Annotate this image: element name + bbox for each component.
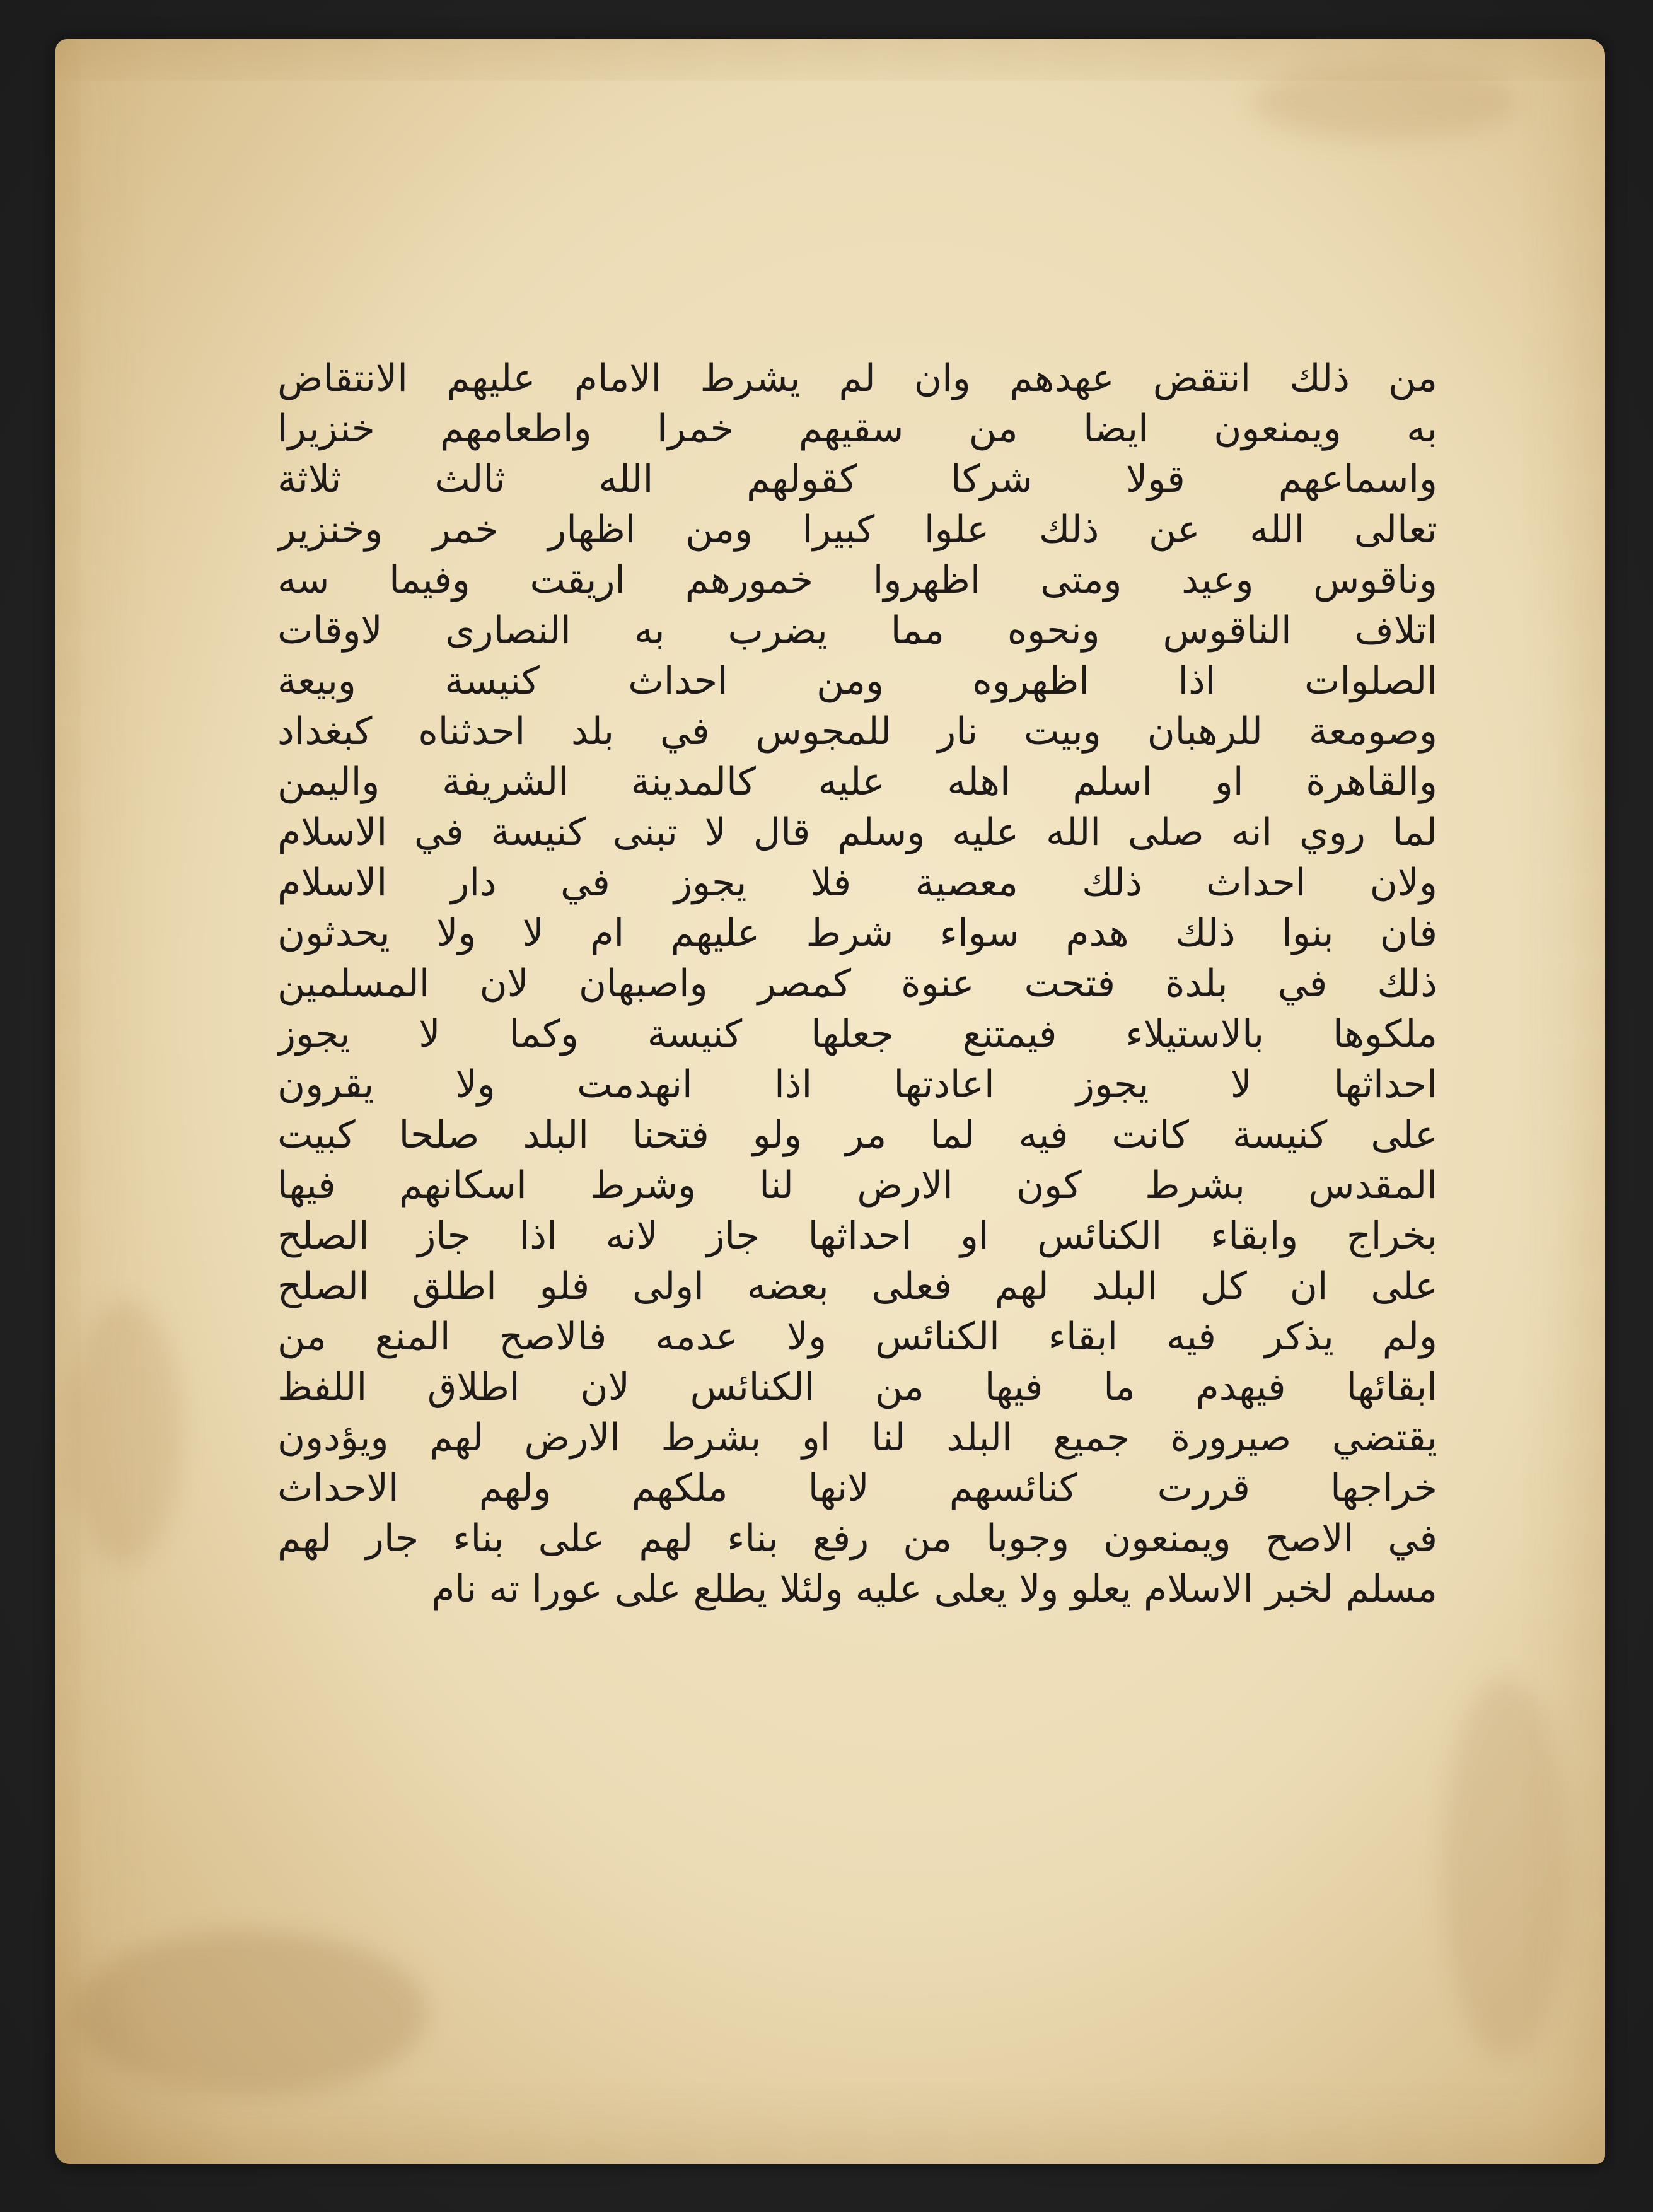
text-line: يقتضي صيرورة جميع البلد لنا او بشرط الارض لهم ويؤدون — [277, 1416, 1437, 1460]
paper-stain — [74, 1931, 427, 2095]
text-line: ولم يذكر فيه ابقاء الكنائس ولا عدمه فالاصح المنع من — [277, 1315, 1437, 1359]
text-line: ولان احداث ذلك معصية فلا يجوز في دار الاسلام — [277, 861, 1437, 905]
text-line: خراجها قررت كنائسهم لانها ملكهم ولهم الاحداث — [277, 1466, 1437, 1510]
text-line: ذلك في بلدة فتحت عنوة كمصر واصبهان لان المسلمين — [277, 962, 1437, 1006]
text-line: احداثها لا يجوز اعادتها اذا انهدمت ولا يقرون — [277, 1062, 1437, 1107]
text-line: وناقوس وعيد ومتى اظهروا خمورهم اريقت وفيما سه — [277, 558, 1437, 602]
text-line: لما روي انه صلى الله عليه وسلم قال لا تبنى كنيسة في الاسلام — [277, 810, 1437, 854]
text-line: المقدس بشرط كون الارض لنا وشرط اسكانهم فيها — [277, 1163, 1437, 1208]
text-line: على كنيسة كانت فيه لما مر ولو فتحنا البلد صلحا كبيت — [277, 1113, 1437, 1157]
text-line: اتلاف الناقوس ونحوه مما يضرب به النصارى لاوقات — [277, 608, 1437, 653]
text-line: به ويمنعون ايضا من سقيهم خمرا واطعامهم خنزيرا — [277, 407, 1437, 451]
text-line: مسلم لخبر الاسلام يعلو ولا يعلى عليه ولئلا يطلع على عورا ته نام — [431, 1567, 1437, 1611]
text-line: بخراج وابقاء الكنائس او احداثها جاز لانه اذا جاز الصلح — [277, 1214, 1437, 1258]
text-line: ابقائها فيهدم ما فيها من الكنائس لان اطلاق اللفظ — [277, 1365, 1437, 1409]
text-line: في الاصح ويمنعون وجوبا من رفع بناء لهم على بناء جار لهم — [277, 1516, 1437, 1561]
text-line: تعالى الله عن ذلك علوا كبيرا ومن اظهار خمر وخنزير — [277, 508, 1437, 552]
text-line: من ذلك انتقض عهدهم وان لم يشرط الامام عليهم الانتقاض — [277, 356, 1437, 400]
paper-stain — [1253, 64, 1518, 140]
paper-stain — [68, 1300, 182, 1565]
text-line: وصومعة للرهبان وبيت نار للمجوس في بلد احدثناه كبغداد — [277, 709, 1437, 754]
paper-stain — [1442, 1679, 1569, 2057]
text-line: فان بنوا ذلك هدم سواء شرط عليهم ام لا ولا يحدثون — [277, 911, 1437, 955]
text-line: واسماعهم قولا شركا كقولهم الله ثالث ثلاثة — [277, 457, 1437, 501]
manuscript-text-block — [277, 353, 1437, 1942]
text-line: الصلوات اذا اظهروه ومن احداث كنيسة وبيعة — [277, 659, 1437, 703]
text-line: والقاهرة او اسلم اهله عليه كالمدينة الشريفة واليمن — [277, 760, 1437, 804]
text-line: ملكوها بالاستيلاء فيمتنع جعلها كنيسة وكما لا يجوز — [277, 1012, 1437, 1056]
text-line: على ان كل البلد لهم فعلى بعضه اولى فلو اطلق الصلح — [277, 1264, 1437, 1308]
